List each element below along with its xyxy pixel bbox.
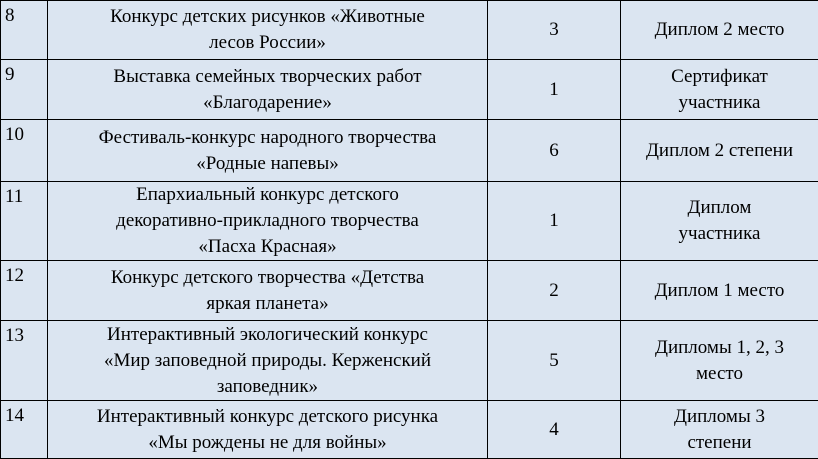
participants-count: 1 [549, 78, 559, 100]
competition-name-line: «Родные напевы» [196, 152, 339, 174]
participants-count: 6 [549, 139, 559, 161]
competition-name-cell [48, 182, 488, 261]
competition-name-cell [48, 1, 488, 60]
participants-count: 1 [549, 210, 559, 231]
row-number-cell [1, 60, 48, 120]
result-cell [621, 321, 818, 401]
result-cell [621, 401, 818, 459]
participants-count: 4 [549, 418, 559, 440]
participants-cell [488, 1, 621, 60]
row-number: 11 [5, 186, 24, 207]
participants-cell [488, 261, 621, 321]
row-number: 10 [5, 124, 24, 145]
row-number: 8 [5, 5, 15, 26]
table-row [1, 182, 818, 261]
competition-name-line: Конкурс детского творчества «Детства [110, 266, 425, 288]
row-number: 13 [5, 325, 24, 346]
competition-name-line: «Мир заповедной природы. Керженский [103, 349, 432, 371]
row-number-cell [1, 401, 48, 459]
competition-name-cell [48, 321, 488, 401]
row-number: 14 [5, 405, 24, 426]
participants-count: 5 [549, 349, 559, 371]
result-line: участника [678, 91, 761, 113]
result-line: место [696, 362, 743, 384]
competition-name-line: заповедник» [216, 375, 319, 397]
competition-name-cell [48, 120, 488, 182]
competition-name-line: лесов России» [209, 32, 326, 53]
competition-name-cell [48, 261, 488, 321]
participants-count: 3 [549, 19, 559, 40]
competition-name-cell [48, 60, 488, 120]
competition-name-line: «Благодарение» [203, 91, 332, 113]
competition-name-line: яркая планета» [206, 292, 329, 314]
row-number: 9 [5, 64, 15, 85]
competition-name-line: «Пасха Красная» [198, 236, 337, 257]
result-line: Сертификат [671, 65, 768, 87]
row-number-cell [1, 120, 48, 182]
competition-name-line: «Мы рождены не для войны» [148, 431, 387, 453]
result-line: Диплом [687, 197, 752, 218]
result-line: Диплом 1 место [654, 279, 785, 301]
competition-name-line: Конкурс детских рисунков «Животные [110, 6, 425, 27]
participants-cell [488, 401, 621, 459]
table-row [1, 321, 818, 401]
row-number: 12 [5, 265, 24, 286]
competition-name-cell [48, 401, 488, 459]
row-number-cell [1, 321, 48, 401]
result-cell [621, 60, 818, 120]
competition-name-line: Фестиваль-конкурс народного творчества [98, 126, 437, 148]
competition-name-line: Епархиальный конкурс детского [136, 184, 399, 205]
result-line: Диплом 2 место [654, 19, 785, 40]
row-number-cell [1, 261, 48, 321]
competition-name-line: декоративно-прикладного творчества [116, 210, 419, 231]
row-number-cell [1, 1, 48, 60]
result-line: Диплом 2 степени [645, 139, 794, 161]
competition-name-line: Интерактивный конкурс детского рисунка [96, 405, 439, 427]
participants-cell [488, 120, 621, 182]
competition-name-line: Выставка семейных творческих работ [113, 65, 422, 87]
participants-count: 2 [549, 279, 559, 301]
row-number-cell [1, 182, 48, 261]
table-row [1, 261, 818, 321]
result-line: участника [678, 223, 761, 244]
result-cell [621, 182, 818, 261]
result-cell [621, 120, 818, 182]
table-row [1, 1, 818, 60]
result-line: степени [687, 431, 752, 453]
result-line: Дипломы 1, 2, 3 [655, 336, 784, 358]
result-cell [621, 1, 818, 60]
table-row [1, 401, 818, 459]
participants-cell [488, 321, 621, 401]
participants-cell [488, 60, 621, 120]
result-cell [621, 261, 818, 321]
table-row [1, 60, 818, 120]
table-body [1, 1, 818, 459]
competition-name-line: Интерактивный экологический конкурс [107, 323, 428, 345]
result-line: Дипломы 3 [674, 405, 765, 427]
table-row [1, 120, 818, 182]
participants-cell [488, 182, 621, 261]
